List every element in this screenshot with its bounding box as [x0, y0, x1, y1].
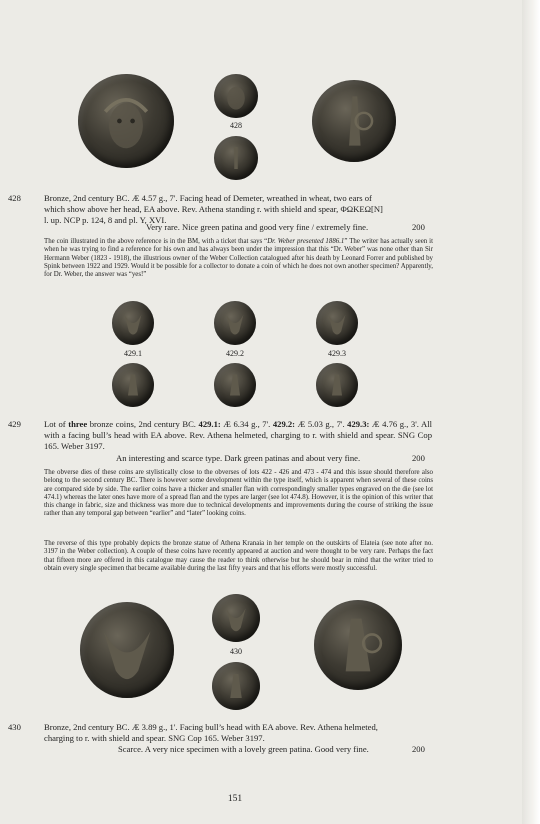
bull-head-icon — [214, 301, 256, 345]
lot-428-note — [44, 238, 433, 279]
lot-428-grade: Very rare. Nice green patina and good very fine / extremely fine. — [146, 222, 369, 232]
note-text: The coin illustrated in the above reference is in the BM, with a ticket that says “ — [44, 238, 268, 245]
bull-head-icon — [112, 301, 154, 345]
lot-429-ref-3: 429.3: — [347, 419, 370, 429]
coin-430-obverse-small — [212, 594, 260, 642]
lot-430-line1: Bronze, 2nd century BC. Æ 3.89 g., 1'. Facing bull’s head with EA above. Rev. Athena helmeted, — [44, 722, 378, 732]
lot-number-430: 430 — [8, 722, 21, 732]
page-edge — [522, 0, 540, 824]
lot-429-text-e: Æ 4.76 g., 3'. All with a facing bull’s head with EA above. Rev. Athena helmeted, charging to r. with shield and spear. SNG Cop 165. Weber 3197. — [44, 419, 432, 452]
bull-head-icon — [212, 594, 260, 642]
lot-429-note-2: The reverse of this type probably depicts the bronze statue of Athena Kranaia in her temple on the outskirts of Elateia (see note after no. 3197 in the Weber collection). A couple of these coins have recently appeared at auction and were thought to be very rare. Perhaps the fact that fifteen more are offered in this catalogue may cause the reader to think otherwise but he should bear in mind that the writer tried to obtain every single specimen that became available during the last fifty years and that his efforts were mostly successful. — [44, 540, 433, 572]
coin-429-2-reverse — [214, 363, 256, 407]
lot-429-three: three — [68, 419, 88, 429]
lot-429-grade: An interesting and scarce type. Dark green patinas and about very fine. — [116, 453, 361, 463]
coin-label-429-2: 429.2 — [226, 349, 244, 358]
coin-430-reverse-large — [314, 600, 402, 690]
coin-428-reverse-small — [214, 136, 258, 180]
lot-430-grade: Scarce. A very nice specimen with a lovely green patina. Good very fine. — [118, 744, 369, 754]
lot-429-description — [44, 419, 432, 453]
coin-label-428: 428 — [230, 121, 242, 130]
lot-429-text-a: Lot of — [44, 419, 69, 429]
coin-label-429-1: 429.1 — [124, 349, 142, 358]
lot-429-text-b: bronze coins, 2nd century BC. — [87, 419, 199, 429]
athena-charging-icon — [214, 363, 256, 407]
coin-428-obverse-small — [214, 74, 258, 118]
lot-428-price: 200 — [412, 222, 425, 232]
bull-head-icon — [80, 602, 174, 698]
lot-429-ref-1: 429.1: — [198, 419, 221, 429]
lot-number-429: 429 — [8, 419, 21, 429]
coin-428-reverse-large — [312, 80, 396, 162]
lot-429-note-1: The obverse dies of these coins are stylistically close to the obverses of lots 422 - 426 and 473 - 474 and this issue should therefore also belong to the second century BC. There is however some development within the type itself, which is apparent when several of these coins are compared side by side. The earlier coins have a thicker and smaller flan with correspondingly smaller types engraved on the die (see lot 474.1) whereas the later ones have more of a spread flan and the types are larger (see lot 474.8). However, it is the opinion of this writer that this change in fabric, size and thickness was more due to technical developments and improvements during the course of striking the issue rather than any temporal gap between “earlier” and “later” looking coins. — [44, 469, 433, 518]
athena-charging-icon — [112, 363, 154, 407]
coin-429-2-obverse — [214, 301, 256, 345]
coin-429-1-reverse — [112, 363, 154, 407]
coin-429-3-obverse — [316, 301, 358, 345]
lot-429-price: 200 — [412, 453, 425, 463]
lot-428-line2: which show above her head, EA above. Rev. Athena standing r. with shield and spear, ΦΩΚΕΩ[N] — [44, 204, 383, 215]
note-text-end: ” The writer has actually seen it when he was trying to find a reference for his own and has always been under the impression that this “Dr. Weber” was none other than Sir Hermann Weber (1823 - 1918), the illustrious owner of the Weber Collection catalogued after his death by Leonard Forrer and published by Spink between 1922 and 1929. Would it be possible for a collector to donate a coin of which he does not own another specimen? Apparently, for Dr. Weber, the answer was “yes!” — [44, 238, 433, 279]
lot-428-line1: Bronze, 2nd century BC. Æ 4.57 g., 7'. Facing head of Demeter, wreathed in wheat, two ears of — [44, 193, 372, 203]
coin-label-430: 430 — [230, 647, 242, 656]
athena-standing-icon — [312, 80, 396, 162]
note-italic: Dr. Weber presented 1886.1 — [267, 238, 345, 245]
coin-430-reverse-small — [212, 662, 260, 710]
athena-standing-icon — [214, 136, 258, 180]
lot-429-text-c: Æ 6.34 g., 7'. — [220, 419, 273, 429]
lot-number-428: 428 — [8, 193, 21, 203]
demeter-head-icon — [78, 74, 174, 168]
athena-charging-icon — [314, 600, 402, 690]
coin-429-3-reverse — [316, 363, 358, 407]
page-number: 151 — [227, 794, 243, 804]
lot-430-description — [44, 722, 432, 744]
lot-428-line3: l. up. NCP p. 124, 8 and pl. Y, XVI. — [44, 215, 167, 226]
coin-428-obverse-large — [78, 74, 174, 168]
bull-head-icon — [316, 301, 358, 345]
athena-charging-icon — [212, 662, 260, 710]
lot-429-text-d: Æ 5.03 g., 7'. — [295, 419, 348, 429]
athena-charging-icon — [316, 363, 358, 407]
demeter-head-icon — [214, 74, 258, 118]
lot-430-line2: charging to r. with shield and spear. SNG Cop 165. Weber 3197. — [44, 733, 265, 744]
coin-429-1-obverse — [112, 301, 154, 345]
coin-430-obverse-large — [80, 602, 174, 698]
lot-429-ref-2: 429.2: — [272, 419, 296, 429]
coin-label-429-3: 429.3 — [328, 349, 346, 358]
lot-430-price: 200 — [412, 744, 425, 754]
